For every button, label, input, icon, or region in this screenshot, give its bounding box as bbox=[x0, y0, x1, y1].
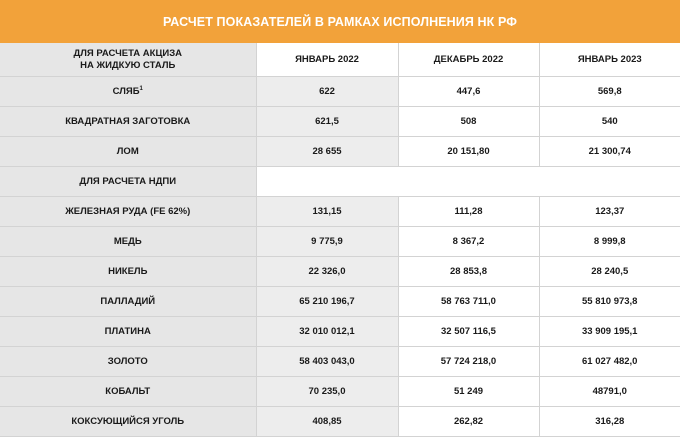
section-blank-cell bbox=[256, 167, 680, 197]
header-col-jan2022: ЯНВАРЬ 2022 bbox=[256, 43, 398, 77]
header-label-line2: НА ЖИДКУЮ СТАЛЬ bbox=[80, 59, 176, 71]
header-row bbox=[0, 43, 680, 77]
footnote-mark: 1 bbox=[139, 85, 143, 92]
cell-jan2023: 569,8 bbox=[539, 77, 680, 107]
cell-jan2023: 8 999,8 bbox=[539, 227, 680, 257]
row-name: ЗОЛОТО bbox=[0, 347, 256, 377]
row-name: МЕДЬ bbox=[0, 227, 256, 257]
cell-dec2022: 508 bbox=[398, 107, 539, 137]
cell-jan2023: 48791,0 bbox=[539, 377, 680, 407]
cell-jan2022: 58 403 043,0 bbox=[256, 347, 398, 377]
cell-jan2023: 123,37 bbox=[539, 197, 680, 227]
section-label: ДЛЯ РАСЧЕТА НДПИ bbox=[0, 167, 256, 197]
table-row bbox=[0, 407, 680, 437]
table-row bbox=[0, 137, 680, 167]
row-name: СЛЯБ bbox=[112, 86, 140, 97]
cell-dec2022: 51 249 bbox=[398, 377, 539, 407]
cell-jan2022: 32 010 012,1 bbox=[256, 317, 398, 347]
cell-dec2022: 8 367,2 bbox=[398, 227, 539, 257]
cell-dec2022: 262,82 bbox=[398, 407, 539, 437]
cell-dec2022: 28 853,8 bbox=[398, 257, 539, 287]
cell-jan2023: 28 240,5 bbox=[539, 257, 680, 287]
table-row bbox=[0, 77, 680, 107]
cell-jan2022: 408,85 bbox=[256, 407, 398, 437]
cell-jan2022: 131,15 bbox=[256, 197, 398, 227]
cell-dec2022: 32 507 116,5 bbox=[398, 317, 539, 347]
table-row bbox=[0, 107, 680, 137]
cell-dec2022: 447,6 bbox=[398, 77, 539, 107]
row-name: ПЛАТИНА bbox=[0, 317, 256, 347]
table-row bbox=[0, 227, 680, 257]
cell-jan2022: 28 655 bbox=[256, 137, 398, 167]
cell-dec2022: 58 763 711,0 bbox=[398, 287, 539, 317]
table-title: РАСЧЕТ ПОКАЗАТЕЛЕЙ В РАМКАХ ИСПОЛНЕНИЯ НК РФ bbox=[162, 14, 518, 29]
row-name: ЛОМ bbox=[0, 137, 256, 167]
table-row bbox=[0, 257, 680, 287]
cell-jan2023: 21 300,74 bbox=[539, 137, 680, 167]
section-header-row bbox=[0, 167, 680, 197]
row-name: КОБАЛЬТ bbox=[0, 377, 256, 407]
cell-jan2023: 540 bbox=[539, 107, 680, 137]
cell-jan2022: 65 210 196,7 bbox=[256, 287, 398, 317]
table-row bbox=[0, 317, 680, 347]
table-row bbox=[0, 377, 680, 407]
cell-jan2023: 316,28 bbox=[539, 407, 680, 437]
cell-dec2022: 111,28 bbox=[398, 197, 539, 227]
cell-jan2023: 55 810 973,8 bbox=[539, 287, 680, 317]
cell-jan2022: 9 775,9 bbox=[256, 227, 398, 257]
cell-jan2023: 33 909 195,1 bbox=[539, 317, 680, 347]
header-col-jan2023: ЯНВАРЬ 2023 bbox=[539, 43, 680, 77]
cell-dec2022: 20 151,80 bbox=[398, 137, 539, 167]
row-name-cell bbox=[0, 77, 256, 107]
cell-dec2022: 57 724 218,0 bbox=[398, 347, 539, 377]
cell-jan2022: 22 326,0 bbox=[256, 257, 398, 287]
table-row bbox=[0, 197, 680, 227]
header-label-cell bbox=[0, 43, 256, 77]
table-row bbox=[0, 287, 680, 317]
row-name: КВАДРАТНАЯ ЗАГОТОВКА bbox=[0, 107, 256, 137]
cell-jan2023: 61 027 482,0 bbox=[539, 347, 680, 377]
row-name: ПАЛЛАДИЙ bbox=[0, 287, 256, 317]
indicators-table bbox=[0, 43, 680, 437]
table-row bbox=[0, 347, 680, 377]
header-col-dec2022: ДЕКАБРЬ 2022 bbox=[398, 43, 539, 77]
cell-jan2022: 622 bbox=[256, 77, 398, 107]
row-name: КОКСУЮЩИЙСЯ УГОЛЬ bbox=[0, 407, 256, 437]
cell-jan2022: 70 235,0 bbox=[256, 377, 398, 407]
table-title-banner bbox=[0, 0, 680, 43]
cell-jan2022: 621,5 bbox=[256, 107, 398, 137]
row-name: ЖЕЛЕЗНАЯ РУДА (FE 62%) bbox=[0, 197, 256, 227]
header-label-line1: ДЛЯ РАСЧЕТА АКЦИЗА bbox=[73, 47, 183, 59]
row-name: НИКЕЛЬ bbox=[0, 257, 256, 287]
